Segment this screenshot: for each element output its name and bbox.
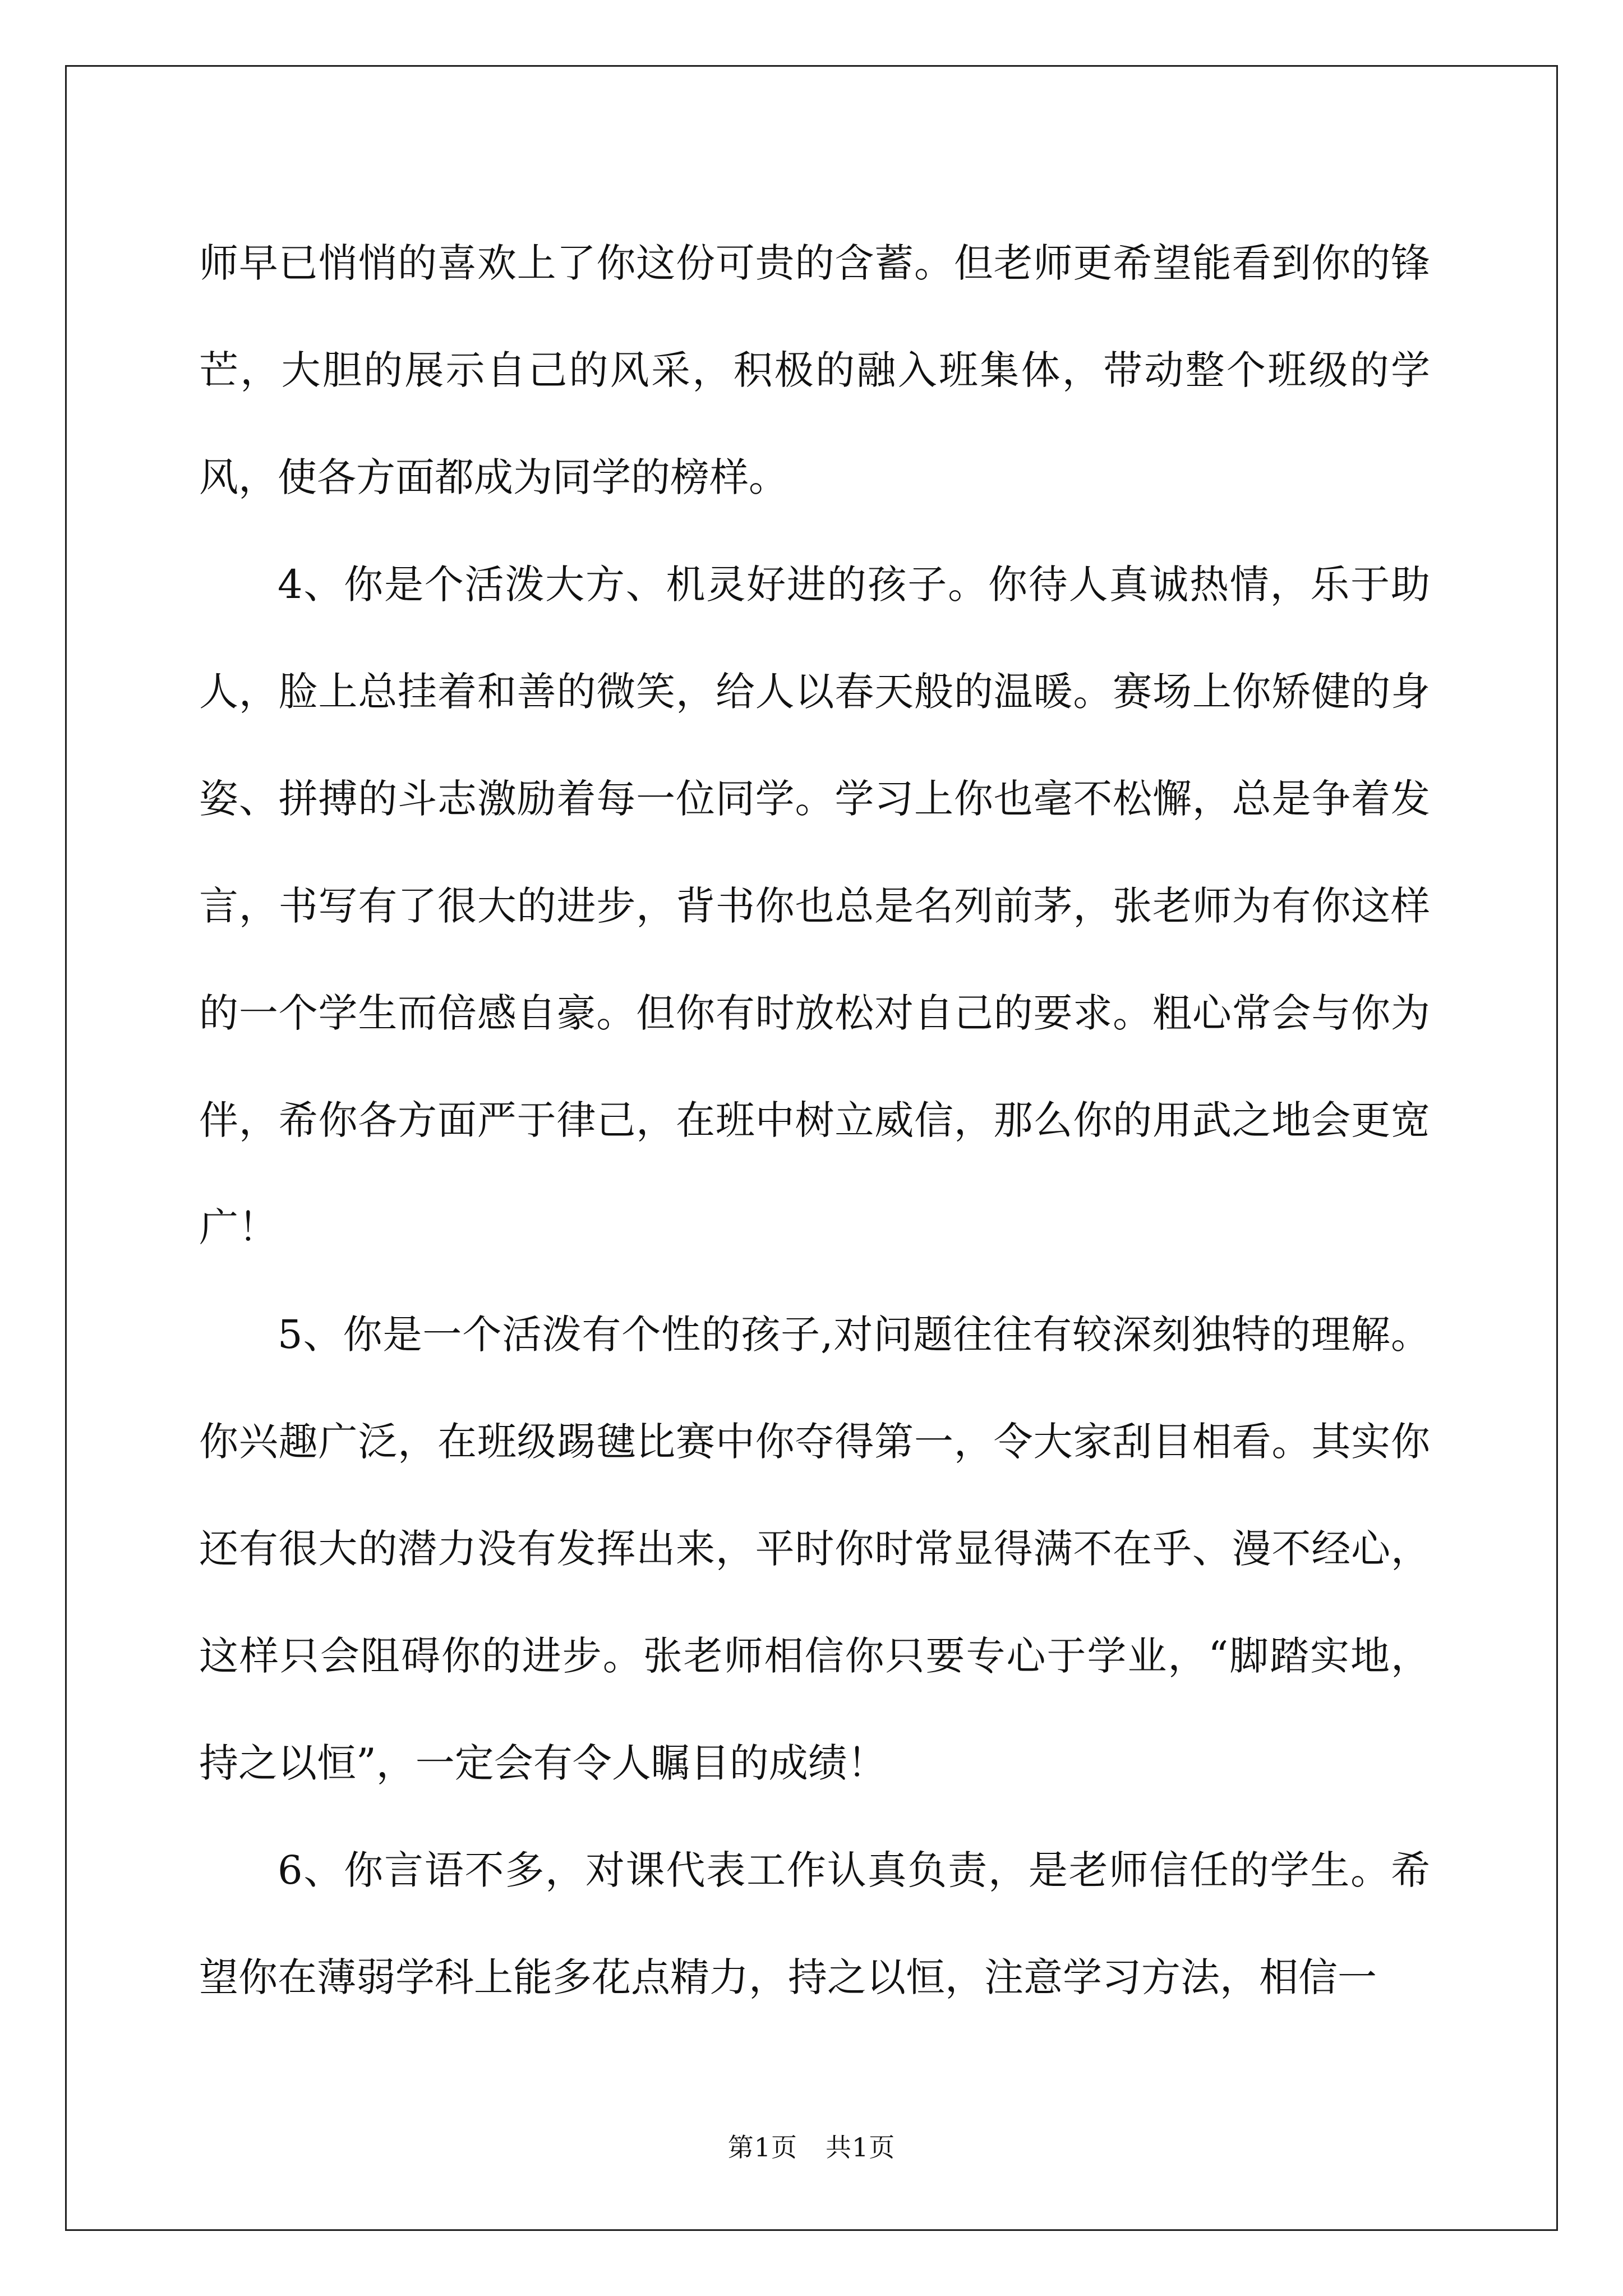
paragraph-1: 师早已悄悄的喜欢上了你这份可贵的含蓄。但老师更希望能看到你的锋芒，大胆的展示自己的风采，积极的融入班集体，带动整个班级的学风，使各方面都成为同学的榜样。 [199,240,1430,500]
paragraph-3: 5、你是一个活泼有个性的孩子,对问题往往有较深刻独特的理解。你兴趣广泛，在班级踢毽比赛中你夺得第一，令大家刮目相看。其实你还有很大的潜力没有发挥出来，平时你时常显得满不在乎、漫不经心，这样只会阻碍你的进步。张老师相信你只要专心于学业，“脚踏实地，持之以恒”，一定会有令人瞩目的成绩！ [199,1312,1430,1786]
paragraph-4: 6、你言语不多，对课代表工作认真负责，是老师信任的学生。希望你在薄弱学科上能多花点精力，持之以恒，注意学习方法，相信一 [199,1847,1430,2000]
page-number: 第1页 [727,2132,797,2162]
document-body [199,210,1430,2031]
page-footer [0,2127,1623,2164]
page-total: 共1页 [826,2132,896,2162]
paragraph-2: 4、你是个活泼大方、机灵好进的孩子。你待人真诚热情，乐于助人，脸上总挂着和善的微笑，给人以春天般的温暖。赛场上你矫健的身姿、拼搏的斗志激励着每一位同学。学习上你也毫不松懈，总是争着发言，书写有了很大的进步，背书你也总是名列前茅，张老师为有你这样的一个学生而倍感自豪。但你有时放松对自己的要求。粗心常会与你为伴，希你各方面严于律己，在班中树立威信，那么你的用武之地会更宽广！ [199,562,1430,1250]
